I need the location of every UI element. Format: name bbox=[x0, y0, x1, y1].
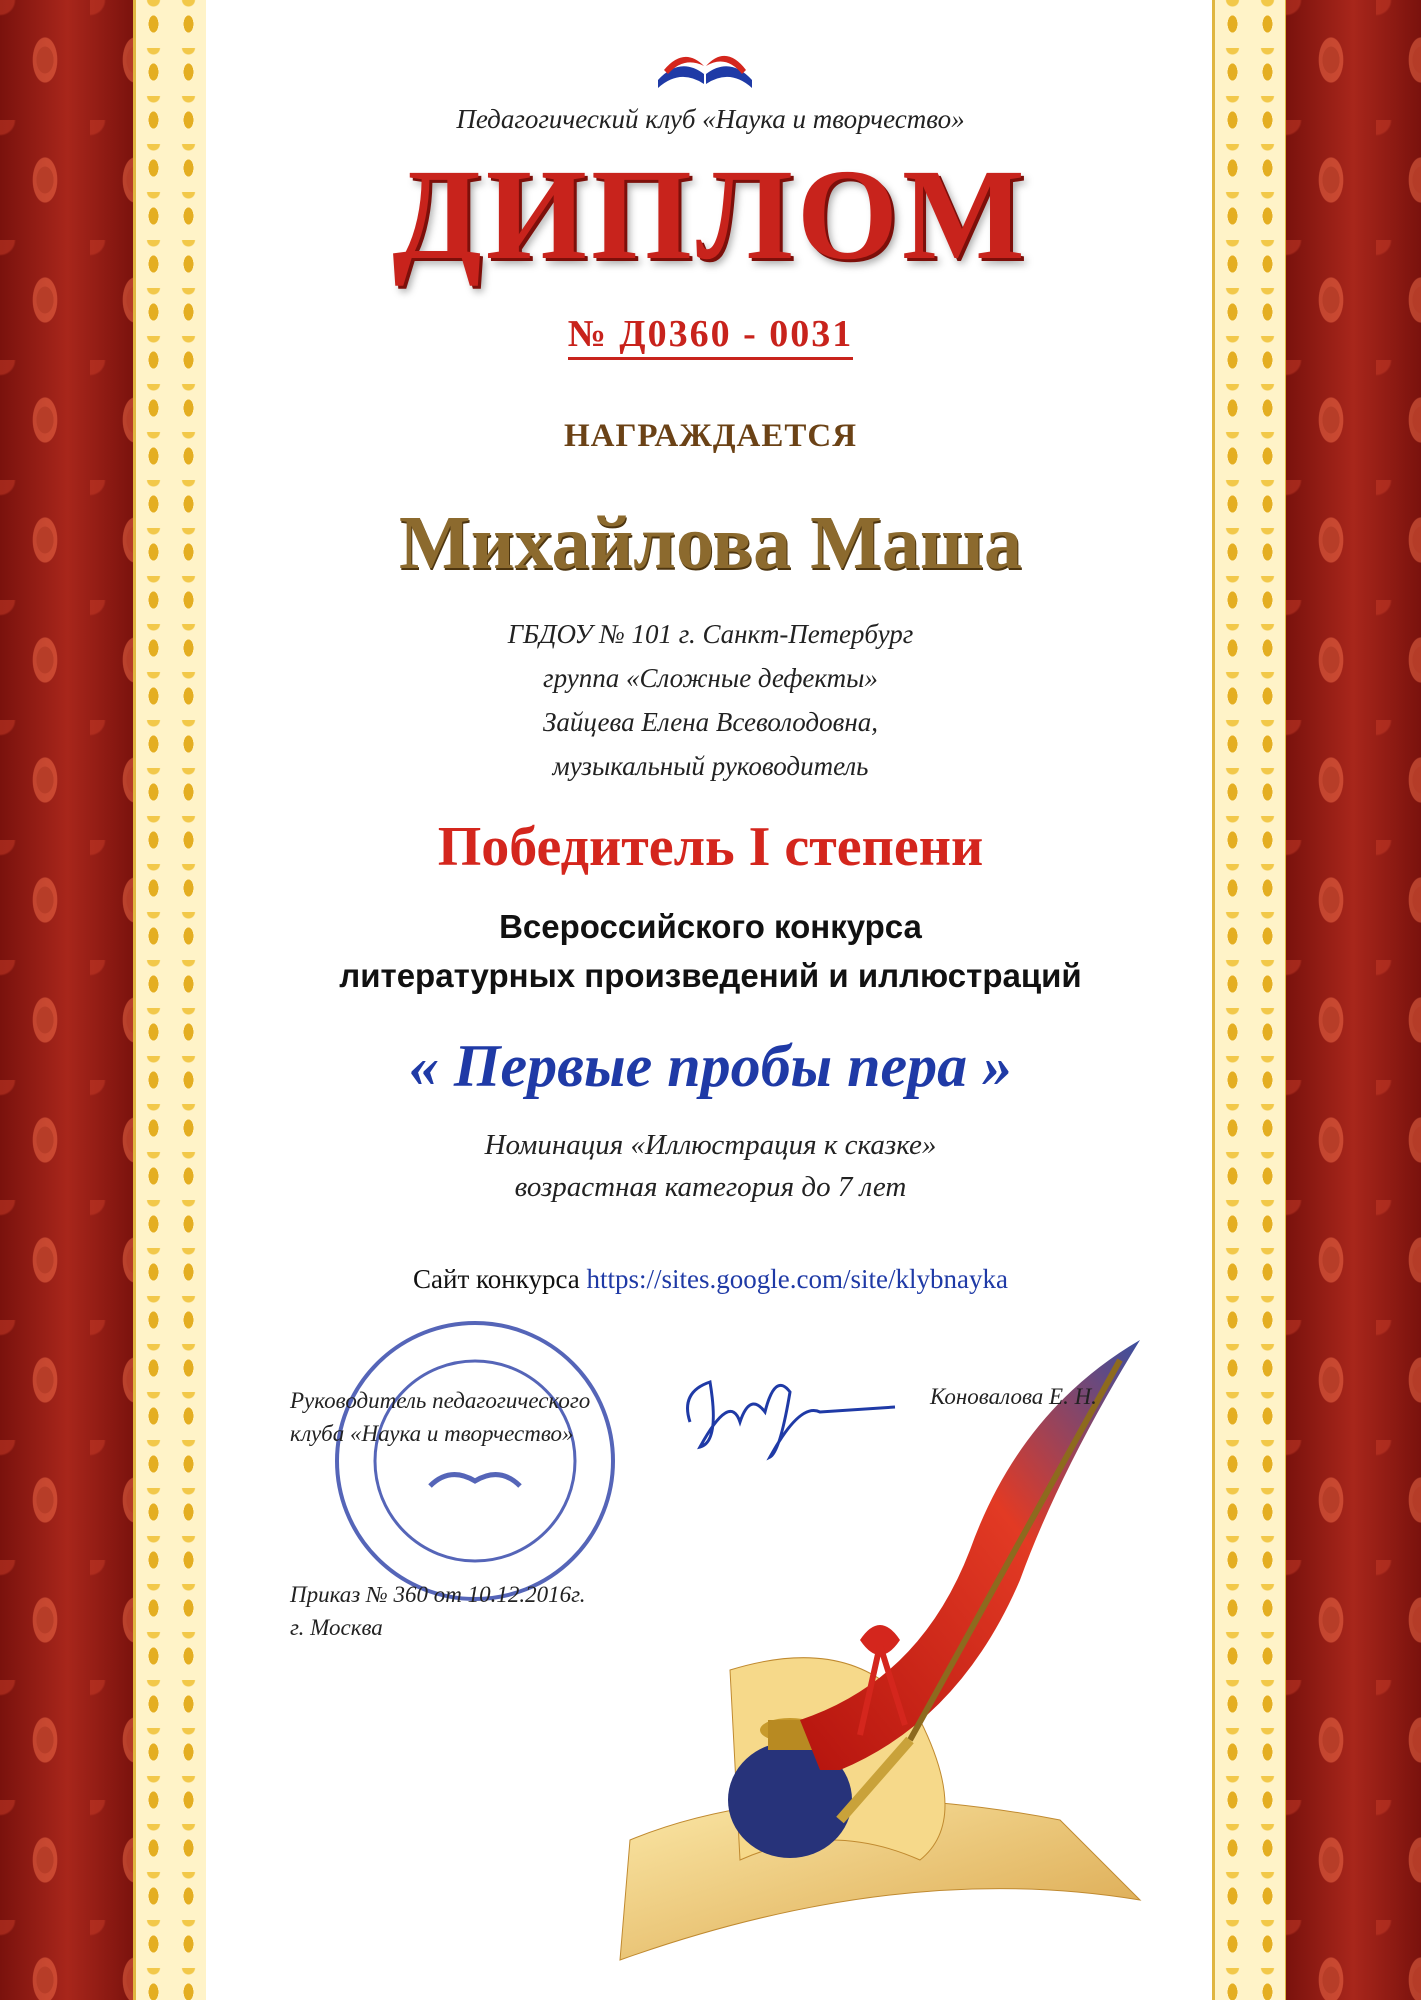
club-seal-stamp bbox=[330, 1316, 620, 1606]
winner-degree: Победитель I степени bbox=[437, 816, 984, 878]
diploma-title: ДИПЛОМ bbox=[392, 143, 1029, 287]
institution-line: группа «Сложные дефекты» bbox=[543, 663, 878, 693]
contest-line: Всероссийского конкурса bbox=[499, 908, 922, 945]
site-url[interactable]: https://sites.google.com/site/klybnayka bbox=[586, 1264, 1008, 1294]
order-city: г. Москва bbox=[290, 1615, 383, 1640]
awarded-label: НАГРАЖДАЕТСЯ bbox=[563, 418, 858, 454]
contest-name: « Первые пробы пера » bbox=[408, 1033, 1013, 1099]
right-damask-border bbox=[1286, 0, 1421, 2000]
diploma-number-text: № Д0360 - 0031 bbox=[568, 313, 853, 360]
handwritten-signature bbox=[670, 1352, 900, 1462]
right-gold-ornament-border bbox=[1212, 0, 1288, 2000]
left-damask-border bbox=[0, 0, 135, 2000]
order-block bbox=[290, 1578, 586, 1644]
institution-line: музыкальный руководитель bbox=[552, 751, 869, 781]
signatory-name: Коновалова Е. Н. bbox=[930, 1384, 1097, 1409]
site-label: Сайт конкурса bbox=[413, 1264, 587, 1294]
diploma-number bbox=[206, 312, 1215, 356]
institution-block bbox=[206, 612, 1215, 788]
recipient-name: Михайлова Маша bbox=[399, 501, 1022, 585]
left-gold-ornament-border bbox=[133, 0, 209, 2000]
nomination-block bbox=[206, 1124, 1215, 1208]
age-category: возрастная категория до 7 лет bbox=[514, 1171, 907, 1203]
contest-line: литературных произведений и иллюстраций bbox=[339, 957, 1082, 994]
contest-site bbox=[206, 1264, 1215, 1295]
signatory-role-line: клуба «Наука и творчество» bbox=[290, 1421, 574, 1446]
institution-line: ГБДОУ № 101 г. Санкт-Петербург bbox=[507, 619, 914, 649]
order-number: Приказ № 360 от 10.12.2016г. bbox=[290, 1582, 586, 1607]
institution-line: Зайцева Елена Всеволодовна, bbox=[543, 707, 878, 737]
nomination: Номинация «Иллюстрация к сказке» bbox=[484, 1129, 937, 1161]
signatory-role-line: Руководитель педагогического bbox=[290, 1388, 591, 1413]
contest-description bbox=[206, 902, 1215, 1000]
signatory-role bbox=[290, 1384, 670, 1450]
club-book-logo-icon bbox=[650, 36, 760, 92]
club-name: Педагогический клуб «Наука и творчество» bbox=[456, 104, 965, 134]
